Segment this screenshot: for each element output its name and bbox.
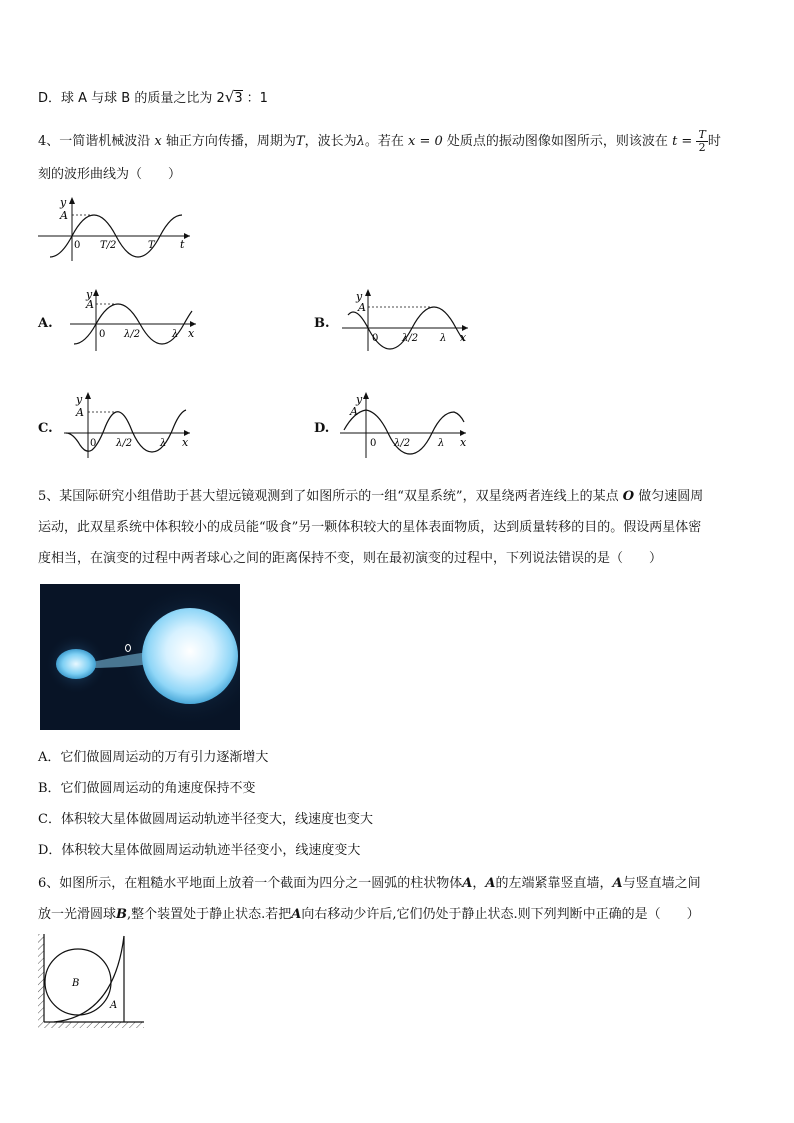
- q3-option-d-radicand: 3: [234, 91, 243, 106]
- q4-d-A: A: [350, 405, 358, 418]
- q4-var-T: T: [295, 134, 305, 149]
- q6-fig-label-A: A: [110, 1000, 118, 1011]
- q5-text-1a: 5、某国际研究小组借助于甚大望远镜观测到了如图所示的一组“双星系统”，双星绕两者连线上的某点: [38, 489, 619, 504]
- q3-option-d-suffix: ：1: [246, 91, 268, 106]
- q4-b-x: x: [460, 331, 467, 344]
- q3-option-d: [38, 88, 268, 108]
- q4-text-3: ，波长为: [304, 134, 357, 149]
- q4-stem-line1: [38, 129, 721, 154]
- q4-option-b-graph[interactable]: [338, 287, 478, 353]
- q4-x-eq: x = 0: [408, 134, 443, 149]
- q4-option-a-graph[interactable]: [66, 287, 206, 353]
- q5-stem-line1: [38, 488, 703, 506]
- q4-text-5: 处质点的振动图像如图所示，则该波在: [446, 134, 668, 149]
- q4-ref-t-label: t: [180, 238, 185, 251]
- q4-c-x: x: [182, 436, 189, 449]
- q4-option-d-graph[interactable]: [336, 390, 476, 460]
- q4-a-full: λ: [172, 329, 179, 340]
- q4-stem-line2: 刻的波形曲线为（ ）: [38, 167, 182, 182]
- q6-text-1d: 与竖直墙之间: [622, 876, 701, 891]
- q5-option-b[interactable]: B．它们做圆周运动的角速度保持不变: [38, 781, 256, 796]
- q4-a-x: x: [188, 327, 195, 340]
- q4-ref-A-label: A: [60, 209, 68, 222]
- q4-text-4: 。若在: [364, 134, 404, 149]
- q4-text-1: 4、一简谐机械波沿: [38, 134, 151, 149]
- q6-stem-line1: [38, 875, 701, 893]
- q4-ref-y-label: y: [60, 196, 67, 209]
- q4-option-b-label[interactable]: B.: [314, 316, 330, 331]
- q4-ref-half-label: T/2: [100, 240, 117, 251]
- binary-star-image: [40, 584, 240, 730]
- q4-d-full: λ: [438, 438, 445, 449]
- q5-option-a[interactable]: A．它们做圆周运动的万有引力逐渐增大: [38, 750, 269, 765]
- q6-text-1c: 的左端紧靠竖直墙，: [495, 876, 613, 891]
- sqrt-sign: √: [224, 88, 235, 106]
- q4-d-x: x: [460, 436, 467, 449]
- q6-text-1b: ，: [472, 876, 486, 891]
- q4-a-origin: 0: [99, 329, 106, 340]
- q4-ref-full-label: T: [148, 240, 155, 251]
- q6-var-A-1: A: [462, 876, 473, 891]
- q4-a-y: y: [86, 288, 93, 301]
- q4-d-origin: 0: [370, 438, 377, 449]
- q4-frac-num: T: [698, 128, 706, 141]
- q6-text-2a: 放一光滑圆球: [38, 907, 117, 922]
- q5-text-1b: 做匀速圆周: [638, 489, 704, 504]
- q4-b-full: λ: [440, 333, 447, 344]
- q4-c-full: λ: [160, 438, 167, 449]
- q5-var-O: O: [622, 489, 635, 504]
- q4-reference-graph: [38, 195, 198, 263]
- q4-text-6: 时: [707, 134, 721, 149]
- q5-stem-line2: 运动，此双星系统中体积较小的成员能“吸食”另一颗体积较大的星体表面物质，达到质量转移的目的。假设两星体密: [38, 520, 702, 535]
- q5-stem-line3: 度相当，在演变的过程中两者球心之间的距离保持不变，则在最初演变的过程中，下列说法错误的是（ ）: [38, 551, 663, 566]
- q4-c-y: y: [76, 393, 83, 406]
- q6-var-B: B: [116, 907, 128, 922]
- q4-b-A: A: [358, 301, 366, 314]
- q4-a-A: A: [86, 298, 94, 311]
- q4-d-half: λ/2: [394, 438, 411, 449]
- q4-b-half: λ/2: [402, 333, 419, 344]
- q4-c-half: λ/2: [116, 438, 133, 449]
- q4-fraction: [696, 129, 707, 154]
- q4-b-origin: 0: [372, 333, 379, 344]
- q4-c-A: A: [76, 406, 84, 419]
- q4-var-x: x: [154, 134, 162, 149]
- q6-text-1a: 6、如图所示，在粗糙水平地面上放着一个截面为四分之一圆弧的柱状物体: [38, 876, 463, 891]
- q6-var-A-2: A: [485, 876, 496, 891]
- q4-frac-den: 2: [698, 141, 706, 154]
- q4-option-d-label[interactable]: D.: [314, 421, 330, 436]
- q6-var-A-3: A: [612, 876, 623, 891]
- q4-c-origin: 0: [90, 438, 97, 449]
- q4-d-y: y: [356, 393, 363, 406]
- q4-t-eq: t =: [672, 134, 693, 149]
- q4-option-c-label[interactable]: C.: [38, 421, 53, 436]
- q5-option-d[interactable]: D．体积较大星体做圆周运动轨迹半径变小，线速度变大: [38, 843, 361, 858]
- q6-var-A-4: A: [291, 907, 302, 922]
- q4-ref-origin-label: 0: [74, 240, 81, 251]
- q4-option-a-label[interactable]: A.: [38, 316, 53, 331]
- q6-wall-ball-diagram: [36, 930, 146, 1030]
- q4-a-half: λ/2: [124, 329, 141, 340]
- q6-text-2b: ,整个装置处于静止状态.若把: [127, 907, 292, 922]
- q3-option-d-prefix: D．球 A 与球 B 的质量之比为 2: [38, 91, 225, 106]
- q5-option-c[interactable]: C．体积较大星体做圆周运动轨迹半径变大，线速度也变大: [38, 812, 373, 827]
- q4-option-c-graph[interactable]: [60, 390, 200, 460]
- q6-stem-line2: [38, 906, 700, 924]
- q6-text-2c: 向右移动少许后,它们仍处于静止状态.则下列判断中正确的是（ ）: [301, 907, 700, 922]
- q4-text-2: 轴正方向传播，周期为: [165, 134, 296, 149]
- q6-fig-label-B: B: [72, 978, 80, 989]
- q4-var-lambda: λ: [356, 134, 365, 149]
- q4-b-y: y: [356, 290, 363, 303]
